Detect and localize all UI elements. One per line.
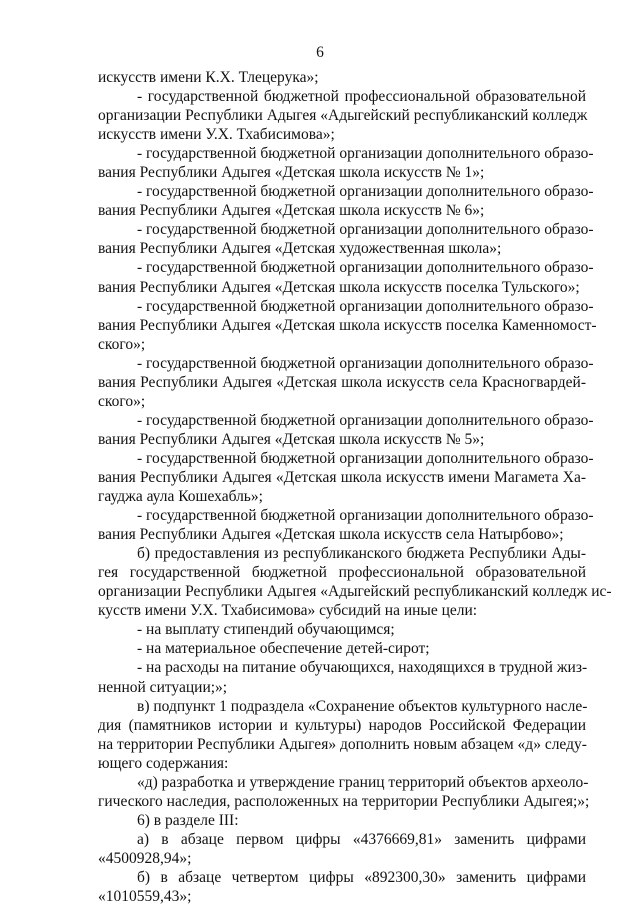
- text-line: вания Республики Адыгея «Детская школа искусств имени Магамета Ха-: [98, 468, 586, 486]
- text-line: гического наследия, расположенных на территории Республики Адыгея;»;: [98, 792, 590, 810]
- text-line: 6) в разделе III:: [137, 811, 239, 829]
- text-line: - государственной бюджетной организации дополнительного образо-: [137, 449, 594, 467]
- text-line: в) подпункт 1 подраздела «Сохранение объектов культурного насле-: [137, 697, 588, 715]
- text-line: б) предоставления из республиканского бюджета Республики Ады-: [137, 545, 586, 563]
- text-line: вания Республики Адыгея «Детская художественная школа»;: [98, 240, 502, 258]
- text-line: вания Республики Адыгея «Детская школа искусств поселка Каменномост-: [98, 316, 597, 334]
- text-line: организации Республики Адыгея «Адыгейский республиканский колледж: [98, 107, 588, 125]
- text-line: ского»;: [98, 392, 146, 410]
- text-line: дия (памятников истории и культуры) народов Российской Федерации: [98, 716, 586, 734]
- document-body: [98, 68, 612, 906]
- text-line: вания Республики Адыгея «Детская школа искусств села Натырбово»;: [98, 526, 564, 544]
- text-line: - государственной бюджетной организации дополнительного образо-: [137, 354, 594, 372]
- text-line: на территории Республики Адыгея» дополнить новым абзацем «д» следу-: [98, 735, 587, 753]
- text-line: организации Республики Адыгея «Адыгейский республиканский колледж ис-: [98, 583, 612, 601]
- text-line: а) в абзаце первом цифры «4376669,81» заменить цифрами: [137, 830, 586, 848]
- text-line: - государственной бюджетной организации дополнительного образо-: [137, 183, 594, 201]
- text-line: - государственной бюджетной организации дополнительного образо-: [137, 507, 594, 525]
- text-line: б) в абзаце четвертом цифры «892300,30» заменить цифрами: [137, 868, 586, 886]
- text-line: - государственной бюджетной организации дополнительного образо-: [137, 145, 594, 163]
- text-line: «4500928,94»;: [98, 849, 192, 867]
- page-number: 6: [316, 44, 324, 61]
- text-line: - государственной бюджетной организации дополнительного образо-: [137, 411, 594, 429]
- text-line: - на выплату стипендий обучающимся;: [137, 621, 395, 639]
- text-line: - государственной бюджетной организации дополнительного образо-: [137, 259, 594, 277]
- text-line: ского»;: [98, 335, 146, 353]
- text-line: гея государственной бюджетной профессиональной образовательной: [98, 564, 586, 582]
- text-line: гауджа аула Кошехабль»;: [98, 488, 263, 506]
- text-line: искусств имени У.Х. Тхабисимова»;: [98, 126, 335, 144]
- text-line: - на расходы на питание обучающихся, находящихся в трудной жиз-: [137, 659, 588, 677]
- text-line: - государственной бюджетной профессиональной образовательной: [137, 88, 586, 106]
- text-line: вания Республики Адыгея «Детская школа искусств села Красногвардей-: [98, 373, 586, 391]
- text-line: - государственной бюджетной организации дополнительного образо-: [137, 221, 594, 239]
- text-line: кусств имени У.Х. Тхабисимова» субсидий на иные цели:: [98, 602, 478, 620]
- text-line: «1010559,43»;: [98, 888, 192, 906]
- text-line: вания Республики Адыгея «Детская школа искусств № 5»;: [98, 430, 485, 448]
- text-line: ющего содержания:: [98, 754, 229, 772]
- text-line: «д) разработка и утверждение границ территорий объектов археоло-: [137, 773, 589, 791]
- text-line: вания Республики Адыгея «Детская школа искусств поселка Тульского»;: [98, 278, 580, 296]
- text-line: - государственной бюджетной организации дополнительного образо-: [137, 297, 594, 315]
- text-line: вания Республики Адыгея «Детская школа искусств № 1»;: [98, 164, 485, 182]
- text-line: вания Республики Адыгея «Детская школа искусств № 6»;: [98, 202, 485, 220]
- text-line: искусств имени К.Х. Тлецерука»;: [98, 69, 319, 86]
- text-line: ненной ситуации;»;: [98, 678, 228, 696]
- text-line: - на материальное обеспечение детей-сирот;: [137, 640, 430, 658]
